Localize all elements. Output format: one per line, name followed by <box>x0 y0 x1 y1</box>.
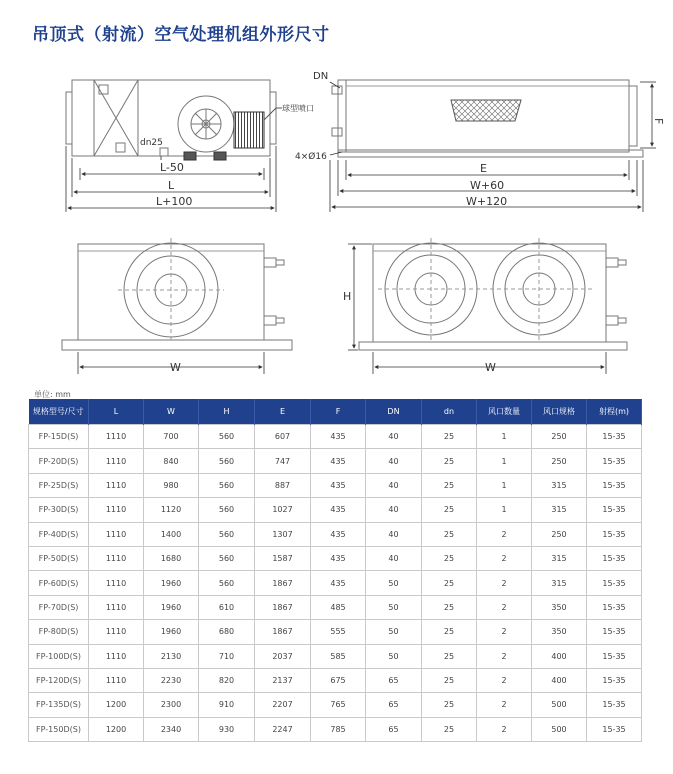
value-cell: 1587 <box>255 546 311 570</box>
value-cell: 500 <box>532 717 587 741</box>
value-cell: 1307 <box>255 522 311 546</box>
value-cell: 65 <box>366 717 422 741</box>
value-cell: 15-35 <box>587 522 642 546</box>
header-cell: E <box>255 399 311 425</box>
value-cell: 65 <box>366 693 422 717</box>
value-cell: 15-35 <box>587 595 642 619</box>
value-cell: 560 <box>199 425 255 449</box>
value-cell: 560 <box>199 473 255 497</box>
value-cell: 25 <box>422 717 477 741</box>
value-cell: 435 <box>311 546 366 570</box>
value-cell: 1200 <box>89 693 144 717</box>
value-cell: 15-35 <box>587 449 642 473</box>
value-cell: 1027 <box>255 498 311 522</box>
value-cell: 2300 <box>144 693 199 717</box>
value-cell: 2 <box>477 571 532 595</box>
header-cell: F <box>311 399 366 425</box>
value-cell: 2247 <box>255 717 311 741</box>
value-cell: 555 <box>311 620 366 644</box>
value-cell: 2 <box>477 693 532 717</box>
value-cell: 25 <box>422 595 477 619</box>
value-cell: 50 <box>366 620 422 644</box>
header-cell: L <box>89 399 144 425</box>
value-cell: 40 <box>366 498 422 522</box>
value-cell: 585 <box>311 644 366 668</box>
value-cell: 50 <box>366 595 422 619</box>
value-cell: 350 <box>532 620 587 644</box>
value-cell: 15-35 <box>587 425 642 449</box>
value-cell: 435 <box>311 498 366 522</box>
value-cell: 910 <box>199 693 255 717</box>
table-row <box>29 595 642 619</box>
header-cell: W <box>144 399 199 425</box>
value-cell: 25 <box>422 693 477 717</box>
value-cell: 485 <box>311 595 366 619</box>
table-body <box>29 425 642 742</box>
value-cell: 1200 <box>89 717 144 741</box>
table-row <box>29 644 642 668</box>
value-cell: 560 <box>199 571 255 595</box>
model-cell: FP-135D(S) <box>29 693 89 717</box>
value-cell: 560 <box>199 522 255 546</box>
value-cell: 40 <box>366 449 422 473</box>
label-H: H <box>343 290 352 303</box>
value-cell: 15-35 <box>587 693 642 717</box>
value-cell: 50 <box>366 571 422 595</box>
model-cell: FP-60D(S) <box>29 571 89 595</box>
label-nozzle: 球型喷口 <box>282 104 314 113</box>
value-cell: 350 <box>532 595 587 619</box>
label-dn25: dn25 <box>140 138 163 148</box>
value-cell: 250 <box>532 449 587 473</box>
value-cell: 2230 <box>144 668 199 692</box>
model-cell: FP-30D(S) <box>29 498 89 522</box>
model-cell: FP-100D(S) <box>29 644 89 668</box>
value-cell: 980 <box>144 473 199 497</box>
value-cell: 1110 <box>89 522 144 546</box>
value-cell: 15-35 <box>587 546 642 570</box>
value-cell: 15-35 <box>587 620 642 644</box>
value-cell: 40 <box>366 522 422 546</box>
value-cell: 25 <box>422 668 477 692</box>
value-cell: 2 <box>477 595 532 619</box>
value-cell: 1110 <box>89 644 144 668</box>
value-cell: 1110 <box>89 668 144 692</box>
value-cell: 25 <box>422 546 477 570</box>
value-cell: 40 <box>366 425 422 449</box>
spec-table <box>28 399 642 742</box>
value-cell: 25 <box>422 498 477 522</box>
value-cell: 435 <box>311 425 366 449</box>
value-cell: 930 <box>199 717 255 741</box>
value-cell: 1110 <box>89 425 144 449</box>
model-cell: FP-50D(S) <box>29 546 89 570</box>
table-row <box>29 449 642 473</box>
value-cell: 400 <box>532 668 587 692</box>
table-row <box>29 620 642 644</box>
table-row <box>29 498 642 522</box>
label-L-plus-100: L+100 <box>156 195 193 208</box>
value-cell: 2 <box>477 522 532 546</box>
value-cell: 25 <box>422 425 477 449</box>
value-cell: 40 <box>366 546 422 570</box>
value-cell: 1110 <box>89 473 144 497</box>
value-cell: 1867 <box>255 620 311 644</box>
table-row <box>29 473 642 497</box>
header-cell: 风口数量 <box>477 399 532 425</box>
value-cell: 1110 <box>89 546 144 570</box>
table-row <box>29 522 642 546</box>
value-cell: 1867 <box>255 571 311 595</box>
table-header-row <box>29 399 642 425</box>
table-row <box>29 717 642 741</box>
value-cell: 700 <box>144 425 199 449</box>
value-cell: 435 <box>311 522 366 546</box>
value-cell: 820 <box>199 668 255 692</box>
value-cell: 1960 <box>144 595 199 619</box>
value-cell: 315 <box>532 498 587 522</box>
value-cell: 250 <box>532 425 587 449</box>
value-cell: 1110 <box>89 620 144 644</box>
value-cell: 15-35 <box>587 644 642 668</box>
value-cell: 887 <box>255 473 311 497</box>
model-cell: FP-70D(S) <box>29 595 89 619</box>
label-L: L <box>168 179 175 192</box>
value-cell: 2 <box>477 546 532 570</box>
label-L-minus-50: L-50 <box>160 161 184 174</box>
table-row <box>29 693 642 717</box>
label-holes: 4×Ø16 <box>295 152 327 162</box>
value-cell: 25 <box>422 644 477 668</box>
value-cell: 315 <box>532 546 587 570</box>
table-row <box>29 668 642 692</box>
header-cell: dn <box>422 399 477 425</box>
value-cell: 2130 <box>144 644 199 668</box>
value-cell: 1 <box>477 473 532 497</box>
table-row <box>29 571 642 595</box>
value-cell: 15-35 <box>587 668 642 692</box>
value-cell: 1 <box>477 425 532 449</box>
value-cell: 1680 <box>144 546 199 570</box>
value-cell: 435 <box>311 449 366 473</box>
value-cell: 710 <box>199 644 255 668</box>
front-view-single <box>62 238 292 350</box>
value-cell: 607 <box>255 425 311 449</box>
value-cell: 315 <box>532 571 587 595</box>
label-E: E <box>480 162 487 175</box>
label-W-right: W <box>485 361 496 374</box>
value-cell: 680 <box>199 620 255 644</box>
header-cell: 风口规格 <box>532 399 587 425</box>
value-cell: 1960 <box>144 571 199 595</box>
value-cell: 15-35 <box>587 717 642 741</box>
value-cell: 1 <box>477 498 532 522</box>
value-cell: 2137 <box>255 668 311 692</box>
table-row <box>29 546 642 570</box>
page-title: 吊顶式（射流）空气处理机组外形尺寸 <box>32 25 330 45</box>
header-cell: DN <box>366 399 422 425</box>
value-cell: 250 <box>532 522 587 546</box>
label-W-plus-60: W+60 <box>470 179 505 192</box>
value-cell: 560 <box>199 546 255 570</box>
top-view <box>332 80 643 157</box>
value-cell: 2 <box>477 668 532 692</box>
value-cell: 1110 <box>89 571 144 595</box>
value-cell: 1110 <box>89 595 144 619</box>
value-cell: 25 <box>422 620 477 644</box>
unit-label: 单位: mm <box>34 390 71 399</box>
front-double-dimensions <box>348 244 606 374</box>
value-cell: 2 <box>477 717 532 741</box>
value-cell: 1 <box>477 449 532 473</box>
value-cell: 560 <box>199 498 255 522</box>
value-cell: 747 <box>255 449 311 473</box>
value-cell: 315 <box>532 473 587 497</box>
value-cell: 785 <box>311 717 366 741</box>
value-cell: 560 <box>199 449 255 473</box>
model-cell: FP-80D(S) <box>29 620 89 644</box>
value-cell: 15-35 <box>587 571 642 595</box>
model-cell: FP-40D(S) <box>29 522 89 546</box>
model-cell: FP-25D(S) <box>29 473 89 497</box>
technical-drawings <box>0 0 673 380</box>
model-cell: FP-20D(S) <box>29 449 89 473</box>
header-cell: 规格型号/尺寸 <box>29 399 89 425</box>
front-view-double <box>359 238 627 350</box>
value-cell: 840 <box>144 449 199 473</box>
value-cell: 1867 <box>255 595 311 619</box>
value-cell: 1960 <box>144 620 199 644</box>
value-cell: 610 <box>199 595 255 619</box>
table-row <box>29 425 642 449</box>
label-F: F <box>652 118 665 125</box>
value-cell: 2 <box>477 644 532 668</box>
value-cell: 765 <box>311 693 366 717</box>
value-cell: 435 <box>311 473 366 497</box>
header-cell: 射程(m) <box>587 399 642 425</box>
value-cell: 40 <box>366 473 422 497</box>
value-cell: 25 <box>422 571 477 595</box>
value-cell: 15-35 <box>587 498 642 522</box>
model-cell: FP-120D(S) <box>29 668 89 692</box>
value-cell: 1110 <box>89 498 144 522</box>
value-cell: 500 <box>532 693 587 717</box>
side-view <box>66 80 282 160</box>
value-cell: 435 <box>311 571 366 595</box>
label-DN: DN <box>313 71 329 82</box>
value-cell: 25 <box>422 522 477 546</box>
value-cell: 65 <box>366 668 422 692</box>
value-cell: 2207 <box>255 693 311 717</box>
value-cell: 2 <box>477 620 532 644</box>
value-cell: 675 <box>311 668 366 692</box>
value-cell: 1110 <box>89 449 144 473</box>
value-cell: 15-35 <box>587 473 642 497</box>
value-cell: 25 <box>422 449 477 473</box>
header-cell: H <box>199 399 255 425</box>
label-W-left: W <box>170 361 181 374</box>
value-cell: 25 <box>422 473 477 497</box>
value-cell: 1120 <box>144 498 199 522</box>
label-W-plus-120: W+120 <box>466 195 508 208</box>
value-cell: 50 <box>366 644 422 668</box>
value-cell: 2340 <box>144 717 199 741</box>
model-cell: FP-15D(S) <box>29 425 89 449</box>
value-cell: 2037 <box>255 644 311 668</box>
model-cell: FP-150D(S) <box>29 717 89 741</box>
value-cell: 400 <box>532 644 587 668</box>
value-cell: 1400 <box>144 522 199 546</box>
